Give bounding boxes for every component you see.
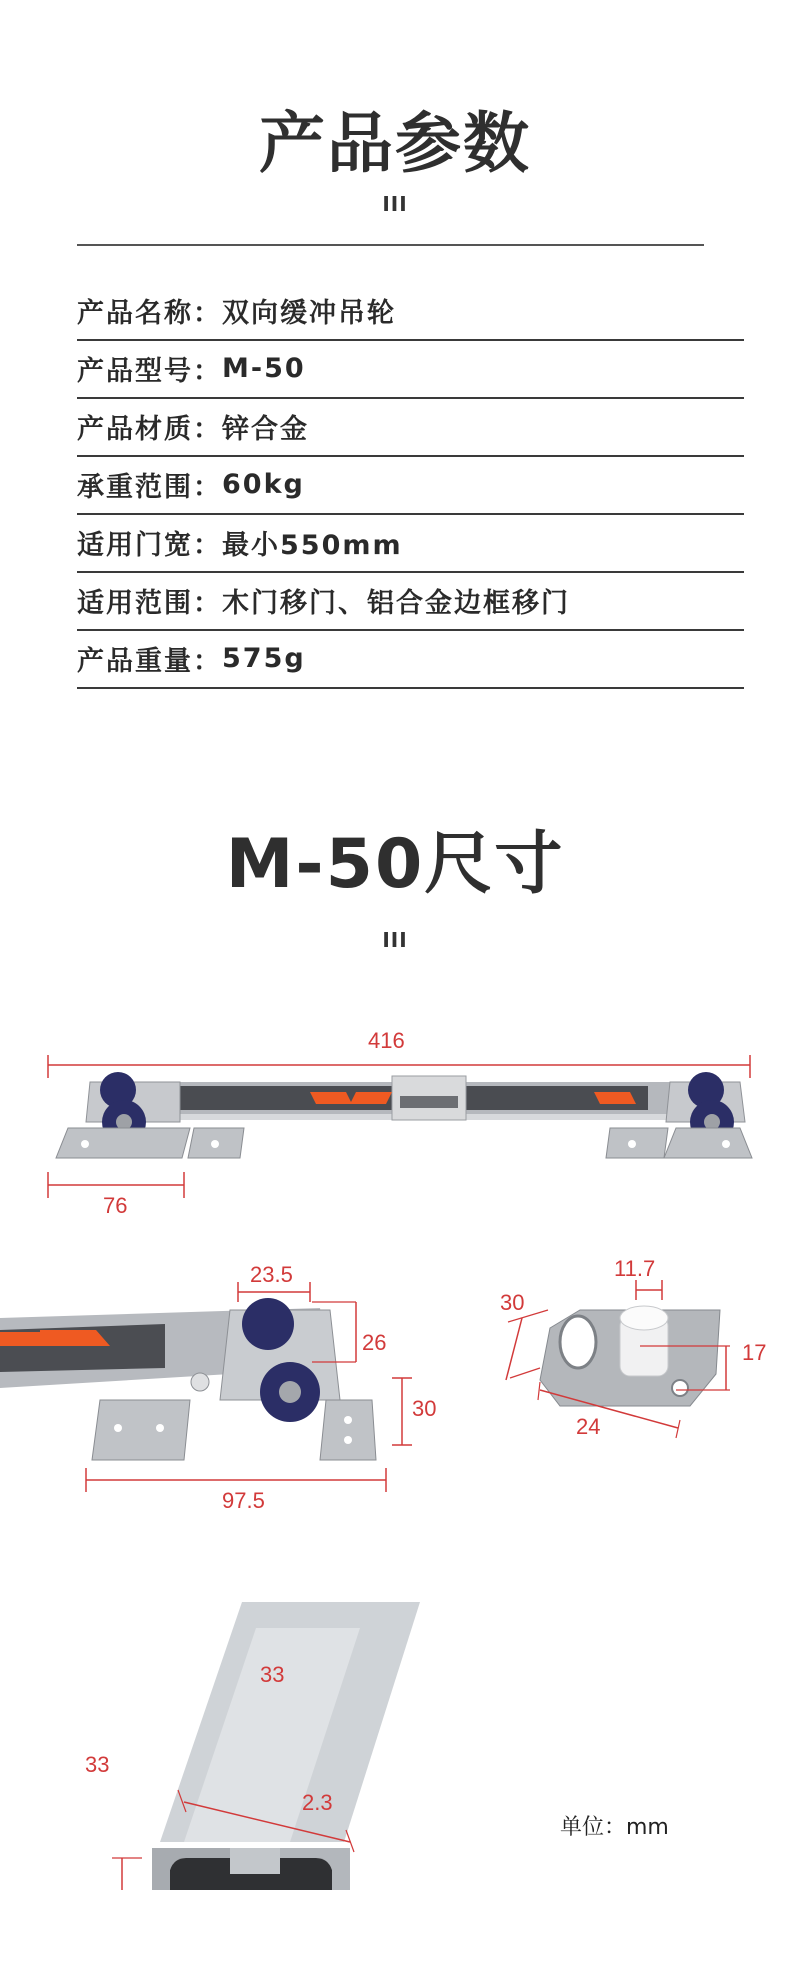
params-title: 产品参数 [259,105,531,182]
stopper-bottom-label: 24 [576,1414,601,1439]
spec-label: 产品重量： [77,646,222,677]
bracket-width-label: 76 [103,1193,128,1218]
params-divider [77,244,704,246]
detail-bottom-label: 97.5 [222,1488,265,1513]
params-mark: III [382,192,408,216]
spec-value: 575g [222,643,306,674]
spec-row-weight [77,630,744,689]
spec-label: 产品名称： [77,298,222,329]
track-height-label: 33 [85,1752,110,1777]
track-wall-label: 2.3 [302,1790,333,1815]
spec-value: 60kg [222,469,305,500]
spec-row-model [77,340,744,399]
spec-label: 适用范围： [77,588,222,619]
carriage-detail-diagram [0,1250,440,1520]
spec-row-usage [77,572,744,631]
track-profile-diagram [60,1590,430,1890]
spec-value: M-50 [222,353,306,384]
dims-title: M-50尺寸 [225,825,565,904]
spec-label: 适用门宽： [77,530,222,561]
spec-row-door-width [77,514,744,573]
stopper-right-label: 17 [742,1340,767,1365]
detail-height-label: 30 [412,1396,437,1421]
spec-row-material [77,398,744,457]
dims-mark: III [382,928,408,952]
detail-top-label: 23.5 [250,1262,293,1287]
track-width-label: 33 [260,1662,285,1687]
unit-label: 单位：mm [560,1815,669,1840]
spec-row-load [77,456,744,515]
spec-label: 承重范围： [77,472,222,503]
detail-side-label: 26 [362,1330,387,1355]
stopper-left-label: 30 [500,1290,525,1315]
spec-row-name [77,282,744,341]
overall-length-label: 416 [368,1028,405,1053]
spec-value: 双向缓冲吊轮 [222,298,396,329]
spec-value: 木门移门、铝合金边框移门 [222,588,570,619]
spec-label: 产品型号： [77,356,222,387]
spec-label: 产品材质： [77,414,222,445]
stopper-top-label: 11.7 [614,1256,656,1281]
spec-value: 最小550mm [222,530,403,561]
spec-value: 锌合金 [222,414,309,445]
